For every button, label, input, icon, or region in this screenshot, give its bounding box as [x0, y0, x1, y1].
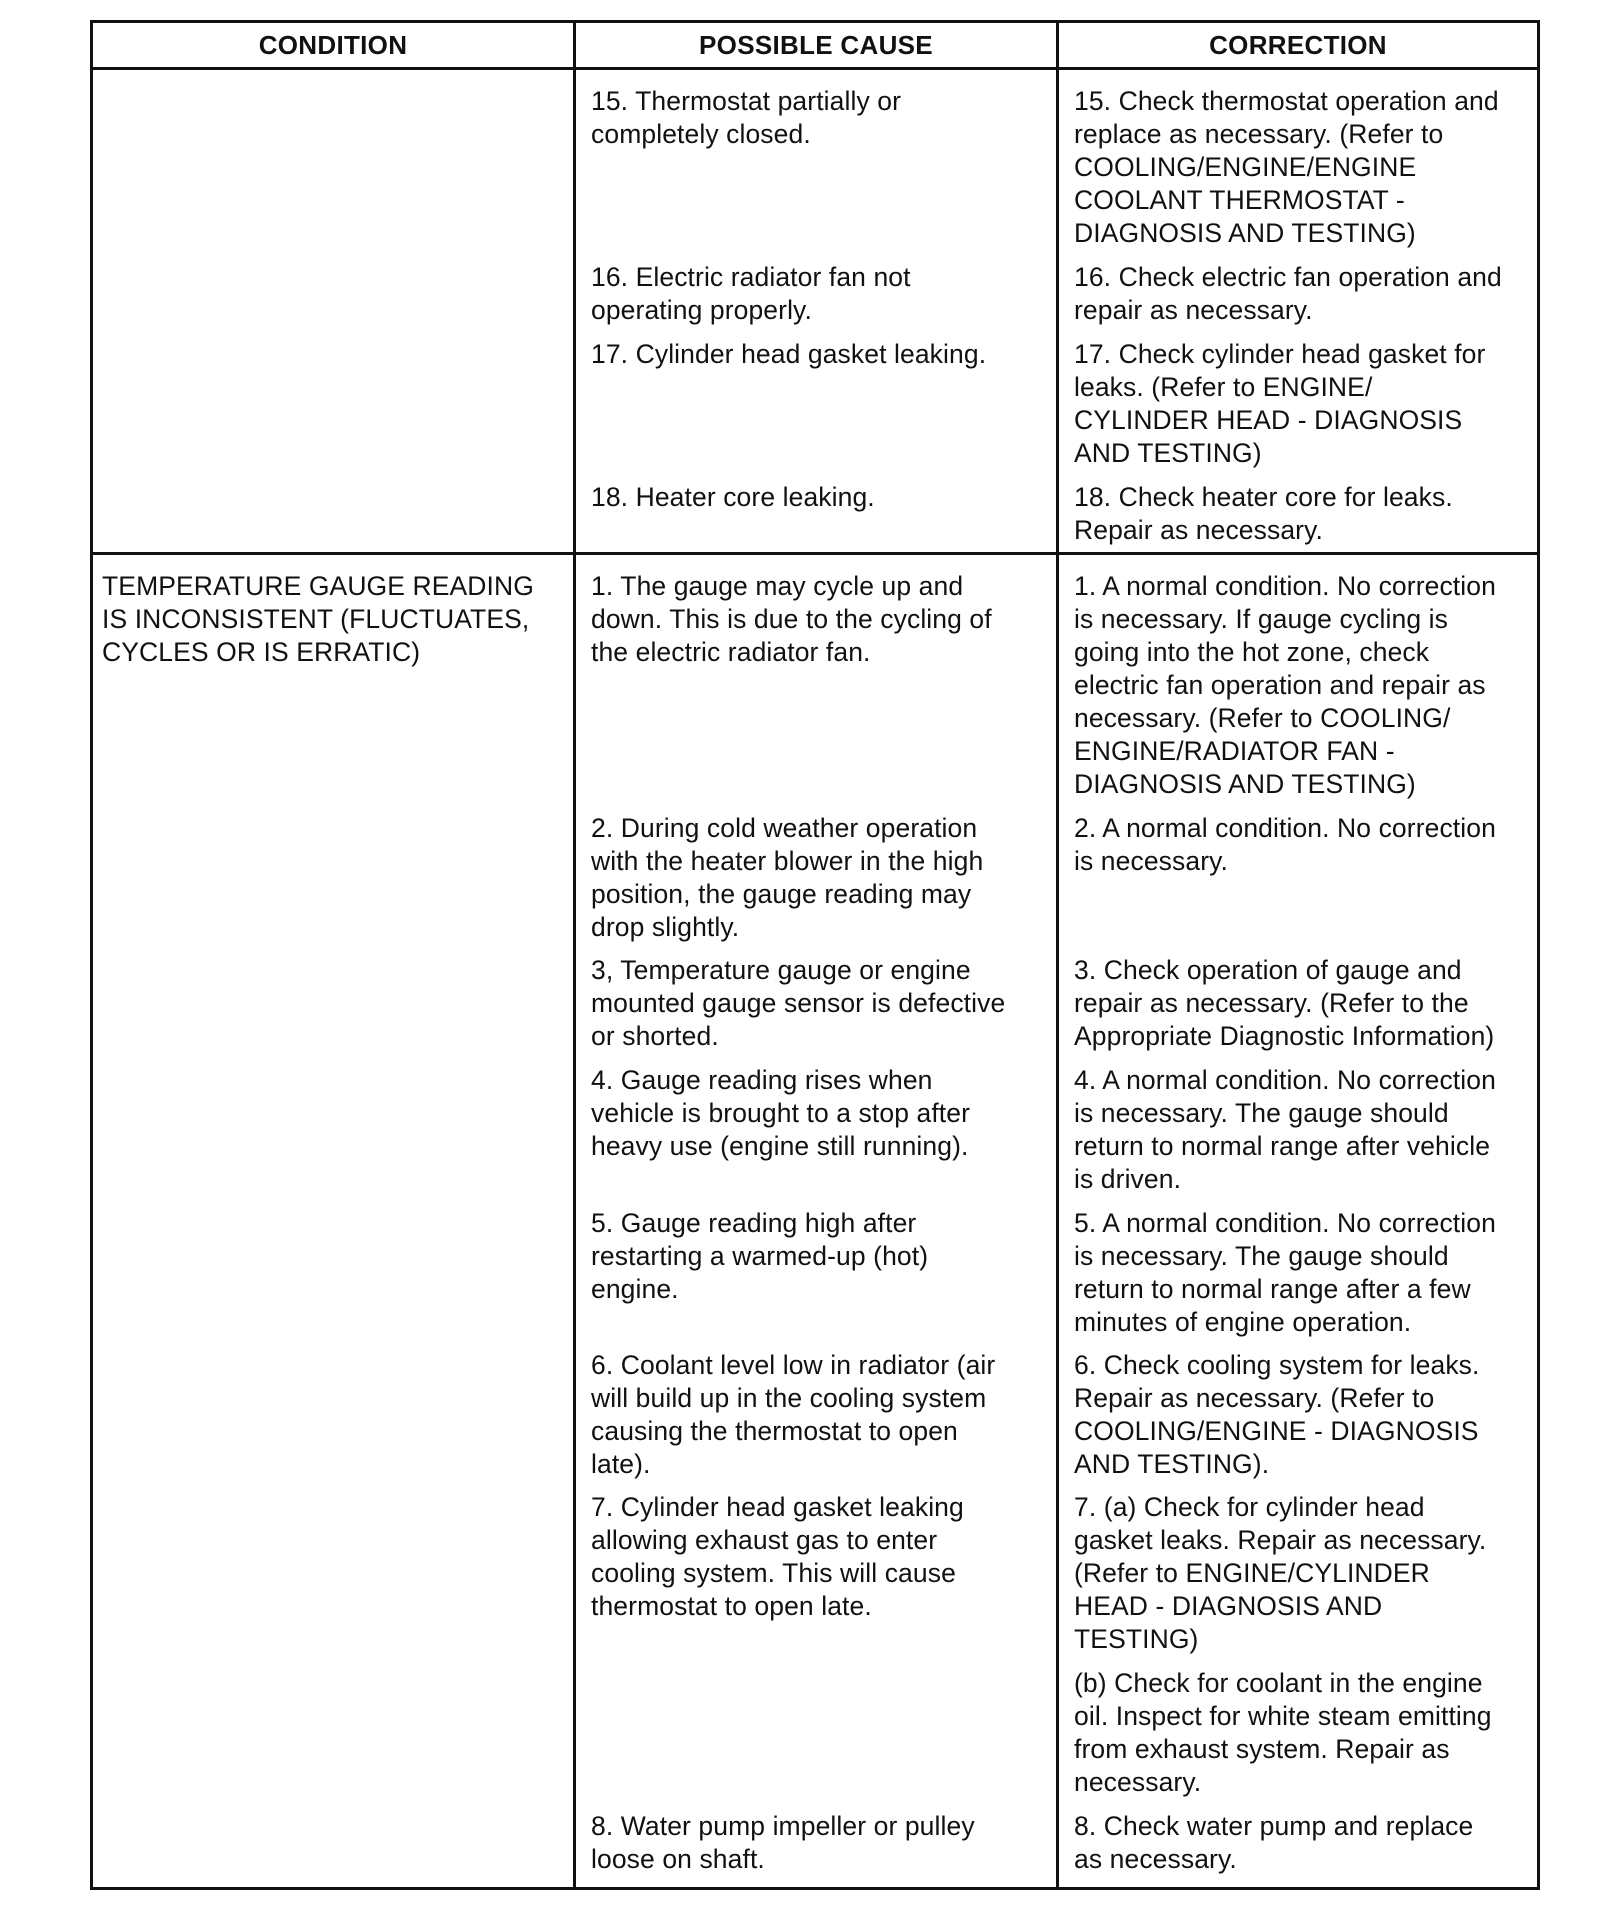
group2-correction-7b: (b) Check for coolant in the engine oil. Inspect for white steam emitting from exhaust system. Repair as necessary. — [1074, 1668, 1492, 1797]
header-correction: CORRECTION — [1209, 30, 1387, 60]
group1-correction-17: 17. Check cylinder head gasket for leaks. (Refer to ENGINE/ CYLINDER HEAD - DIAGNOSIS AND TESTING) — [1074, 339, 1486, 468]
group-divider — [93, 552, 1537, 555]
group2-correction-8: 8. Check water pump and replace as necessary. — [1074, 1811, 1474, 1874]
group1-cause-15: 15. Thermostat partially or completely closed. — [591, 86, 902, 149]
group1-correction-16: 16. Check electric fan operation and repair as necessary. — [1074, 262, 1502, 325]
header-condition: CONDITION — [258, 30, 408, 60]
group2-cause-3: 3, Temperature gauge or engine mounted gauge sensor is defective or shorted. — [591, 955, 1006, 1051]
group2-cause-2: 2. During cold weather operation with the heater blower in the high position, the gauge reading may drop slightly. — [591, 813, 984, 942]
group2-cause-6: 6. Coolant level low in radiator (air will build up in the cooling system causing the thermostat to open late). — [591, 1350, 996, 1479]
group2-cause-8: 8. Water pump impeller or pulley loose on shaft. — [591, 1811, 975, 1874]
group1-cause-16: 16. Electric radiator fan not operating properly. — [591, 262, 911, 325]
group2-correction-2: 2. A normal condition. No correction is necessary. — [1074, 813, 1496, 876]
group2-correction-7a: 7. (a) Check for cylinder head gasket leaks. Repair as necessary. (Refer to ENGINE/CYLINDER HEAD - DIAGNOSIS AND TESTING) — [1074, 1492, 1487, 1654]
group1-cause-18: 18. Heater core leaking. — [591, 482, 875, 512]
group1-correction-18: 18. Check heater core for leaks. Repair as necessary. — [1074, 482, 1453, 545]
group2-condition: TEMPERATURE GAUGE READING IS INCONSISTENT (FLUCTUATES, CYCLES OR IS ERRATIC) — [102, 571, 534, 667]
group2-cause-1: 1. The gauge may cycle up and down. This is due to the cycling of the electric radiator fan. — [591, 571, 992, 667]
header-possible-cause: POSSIBLE CAUSE — [699, 30, 933, 60]
group1-correction-15: 15. Check thermostat operation and replace as necessary. (Refer to COOLING/ENGINE/ENGINE COOLANT THERMOSTAT - DIAGNOSIS AND TESTING) — [1074, 86, 1499, 248]
group2-cause-7: 7. Cylinder head gasket leaking allowing exhaust gas to enter cooling system. This will cause thermostat to open late. — [591, 1492, 964, 1621]
table-header — [93, 23, 1537, 70]
group2-correction-1: 1. A normal condition. No correction is necessary. If gauge cycling is going into the hot zone, check electric fan operation and repair as necessary. (Refer to COOLING/ ENGINE/RADIATOR FAN - DIAGNOSIS AND TESTING) — [1074, 571, 1496, 799]
diagnosis-table — [90, 20, 1540, 1890]
group2-cause-5: 5. Gauge reading high after restarting a warmed-up (hot) engine. — [591, 1208, 929, 1304]
group2-cause-4: 4. Gauge reading rises when vehicle is brought to a stop after heavy use (engine still running). — [591, 1065, 971, 1161]
group2-correction-5: 5. A normal condition. No correction is necessary. The gauge should return to normal range after a few minutes of engine operation. — [1074, 1208, 1496, 1337]
group2-correction-6: 6. Check cooling system for leaks. Repair as necessary. (Refer to COOLING/ENGINE - DIAGNOSIS AND TESTING). — [1074, 1350, 1480, 1479]
column-divider-1 — [573, 23, 576, 1887]
group1-cause-17: 17. Cylinder head gasket leaking. — [591, 339, 987, 369]
group2-correction-3: 3. Check operation of gauge and repair as necessary. (Refer to the Appropriate Diagnostic Information) — [1074, 955, 1495, 1051]
group2-correction-4: 4. A normal condition. No correction is necessary. The gauge should return to normal range after vehicle is driven. — [1074, 1065, 1496, 1194]
column-divider-2 — [1056, 23, 1059, 1887]
